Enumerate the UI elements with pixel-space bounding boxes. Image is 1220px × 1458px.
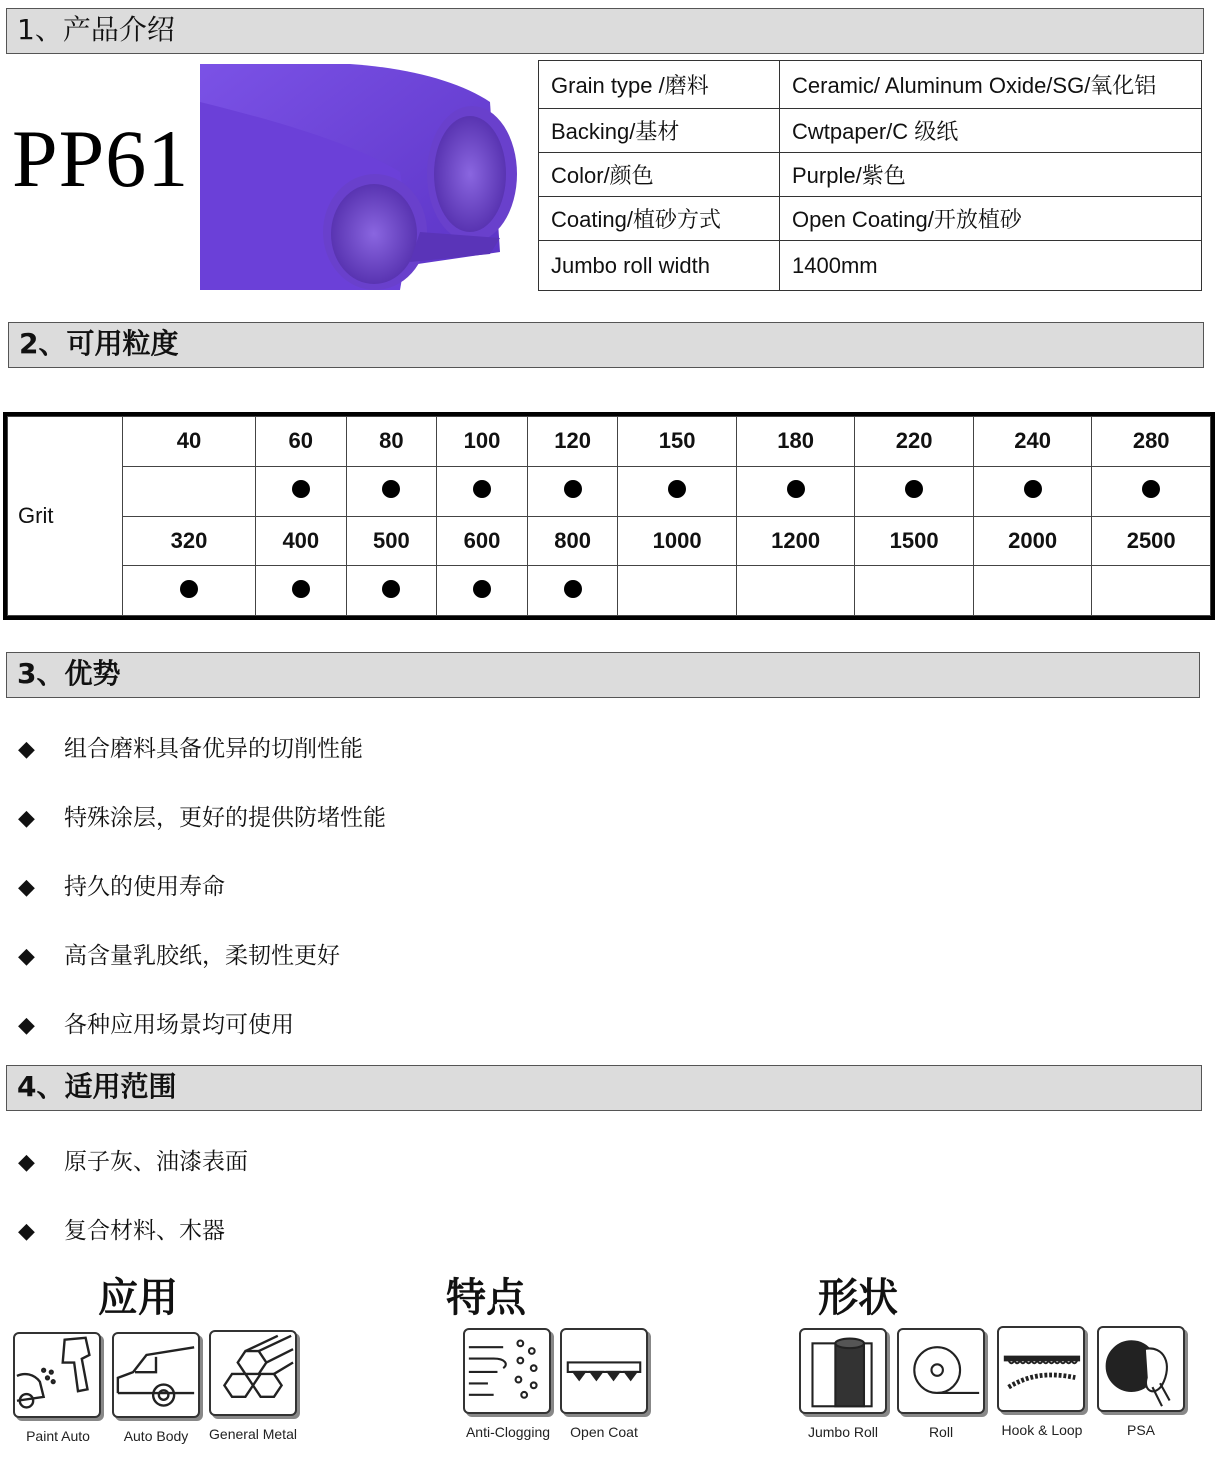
spec-value: Open Coating/开放植砂 [780, 197, 1202, 241]
grit-availability-cell [256, 466, 347, 516]
grit-value: 320 [123, 516, 256, 566]
diamond-bullet-icon: ◆ [18, 806, 35, 831]
list-item-text: 原子灰、油漆表面 [64, 1149, 248, 1175]
grit-value-row [8, 516, 1211, 566]
grit-label: Grit [8, 417, 123, 616]
list-item-text: 组合磨料具备优异的切削性能 [64, 736, 363, 762]
caption: Anti-Clogging [465, 1424, 551, 1440]
spec-value: Purple/紫色 [780, 153, 1202, 197]
grit-value: 240 [973, 417, 1092, 467]
grit-availability-cell [973, 566, 1092, 616]
list-item [18, 1212, 225, 1245]
grit-availability-cell [973, 466, 1092, 516]
grit-value: 180 [736, 417, 855, 467]
available-dot-icon [1024, 480, 1042, 498]
grit-value: 600 [437, 516, 528, 566]
caption: Jumbo Roll [807, 1424, 879, 1440]
grit-value: 220 [855, 417, 974, 467]
grit-availability-cell [618, 466, 737, 516]
spec-value: 1400mm [780, 241, 1202, 291]
grit-availability-cell [736, 566, 855, 616]
grit-value: 400 [256, 516, 347, 566]
grit-value: 500 [346, 516, 437, 566]
grit-availability-cell [527, 466, 618, 516]
available-dot-icon [473, 580, 491, 598]
available-dot-icon [382, 480, 400, 498]
available-dot-icon [668, 480, 686, 498]
grit-value: 2500 [1092, 516, 1211, 566]
diamond-bullet-icon: ◆ [18, 1150, 35, 1175]
grit-value: 1000 [618, 516, 737, 566]
caption: Hook & Loop [1001, 1422, 1083, 1438]
list-item-text: 复合材料、木器 [64, 1218, 225, 1244]
spec-row [539, 153, 1202, 197]
list-item [18, 1006, 294, 1039]
available-dot-icon [564, 480, 582, 498]
list-item-text: 高含量乳胶纸，柔韧性更好 [64, 943, 340, 969]
caption: Roll [928, 1424, 954, 1440]
list-item-text: 特殊涂层，更好的提供防堵性能 [64, 805, 386, 831]
grit-table [3, 412, 1215, 620]
list-item-text: 持久的使用寿命 [64, 874, 225, 900]
section-title-grit: 2、可用粒度 [8, 322, 1204, 368]
caption: Paint Auto [26, 1428, 90, 1444]
available-dot-icon [292, 480, 310, 498]
section-title-advantages: 3、优势 [6, 652, 1200, 698]
grit-availability-cell [346, 566, 437, 616]
shape-title: 形状 [818, 1274, 898, 1321]
jumbo-roll-icon [799, 1328, 887, 1414]
open-coat-icon [560, 1328, 648, 1414]
available-dot-icon [382, 580, 400, 598]
application-title: 应用 [98, 1274, 178, 1321]
diamond-bullet-icon: ◆ [18, 944, 35, 969]
grit-availability-cell [256, 566, 347, 616]
grit-value: 150 [618, 417, 737, 467]
grit-value: 40 [123, 417, 256, 467]
caption: General Metal [209, 1426, 297, 1442]
grit-availability-cell [1092, 466, 1211, 516]
spec-value: Cwtpaper/C 级纸 [780, 109, 1202, 153]
grit-availability-cell [855, 466, 974, 516]
grit-availability-row [8, 466, 1211, 516]
list-item [18, 1143, 248, 1176]
section-title-product-intro: 1、产品介绍 [6, 8, 1204, 54]
available-dot-icon [180, 580, 198, 598]
diamond-bullet-icon: ◆ [18, 875, 35, 900]
psa-icon [1097, 1326, 1185, 1412]
diamond-bullet-icon: ◆ [18, 737, 35, 762]
grit-availability-cell [346, 466, 437, 516]
grit-availability-cell [618, 566, 737, 616]
grit-availability-cell [1092, 566, 1211, 616]
product-photo [200, 62, 530, 290]
caption: Open Coat [570, 1424, 638, 1440]
section-title-applications: 4、适用范围 [6, 1065, 1202, 1111]
grit-availability-row [8, 566, 1211, 616]
spec-value: Ceramic/ Aluminum Oxide/SG/氧化铝 [780, 61, 1202, 109]
anti-clogging-icon [463, 1328, 551, 1414]
metal-bars-icon [209, 1330, 297, 1416]
spec-key: Backing/基材 [539, 109, 780, 153]
spec-key: Grain type /磨料 [539, 61, 780, 109]
grit-value: 280 [1092, 417, 1211, 467]
list-item [18, 730, 363, 763]
grit-value: 1200 [736, 516, 855, 566]
spec-row [539, 197, 1202, 241]
spec-row [539, 109, 1202, 153]
available-dot-icon [905, 480, 923, 498]
available-dot-icon [292, 580, 310, 598]
grit-availability-cell [123, 566, 256, 616]
car-icon [112, 1332, 200, 1418]
hook-loop-icon [997, 1326, 1085, 1412]
list-item [18, 799, 386, 832]
grit-value: 1500 [855, 516, 974, 566]
spec-key: Color/颜色 [539, 153, 780, 197]
available-dot-icon [787, 480, 805, 498]
product-model: PP61 [12, 113, 190, 204]
grit-value-row [8, 417, 1211, 467]
grit-availability-cell [437, 566, 528, 616]
roll-icon [897, 1328, 985, 1414]
grit-availability-cell [527, 566, 618, 616]
grit-value: 60 [256, 417, 347, 467]
available-dot-icon [564, 580, 582, 598]
grit-availability-cell [855, 566, 974, 616]
spec-key: Jumbo roll width [539, 241, 780, 291]
diamond-bullet-icon: ◆ [18, 1013, 35, 1038]
grit-value: 100 [437, 417, 528, 467]
spec-row [539, 61, 1202, 109]
spec-table [538, 60, 1202, 291]
grit-availability-cell [437, 466, 528, 516]
list-item [18, 868, 225, 901]
available-dot-icon [1142, 480, 1160, 498]
grit-value: 800 [527, 516, 618, 566]
spray-gun-icon [13, 1332, 101, 1418]
grit-value: 120 [527, 417, 618, 467]
list-item-text: 各种应用场景均可使用 [64, 1012, 294, 1038]
grit-value: 2000 [973, 516, 1092, 566]
spec-row [539, 241, 1202, 291]
features-title: 特点 [446, 1274, 526, 1321]
caption: PSA [1126, 1422, 1155, 1438]
spec-key: Coating/植砂方式 [539, 197, 780, 241]
list-item [18, 937, 340, 970]
available-dot-icon [473, 480, 491, 498]
diamond-bullet-icon: ◆ [18, 1219, 35, 1244]
grit-availability-cell [736, 466, 855, 516]
grit-value: 80 [346, 417, 437, 467]
grit-availability-cell [123, 466, 256, 516]
caption: Auto Body [123, 1428, 189, 1444]
